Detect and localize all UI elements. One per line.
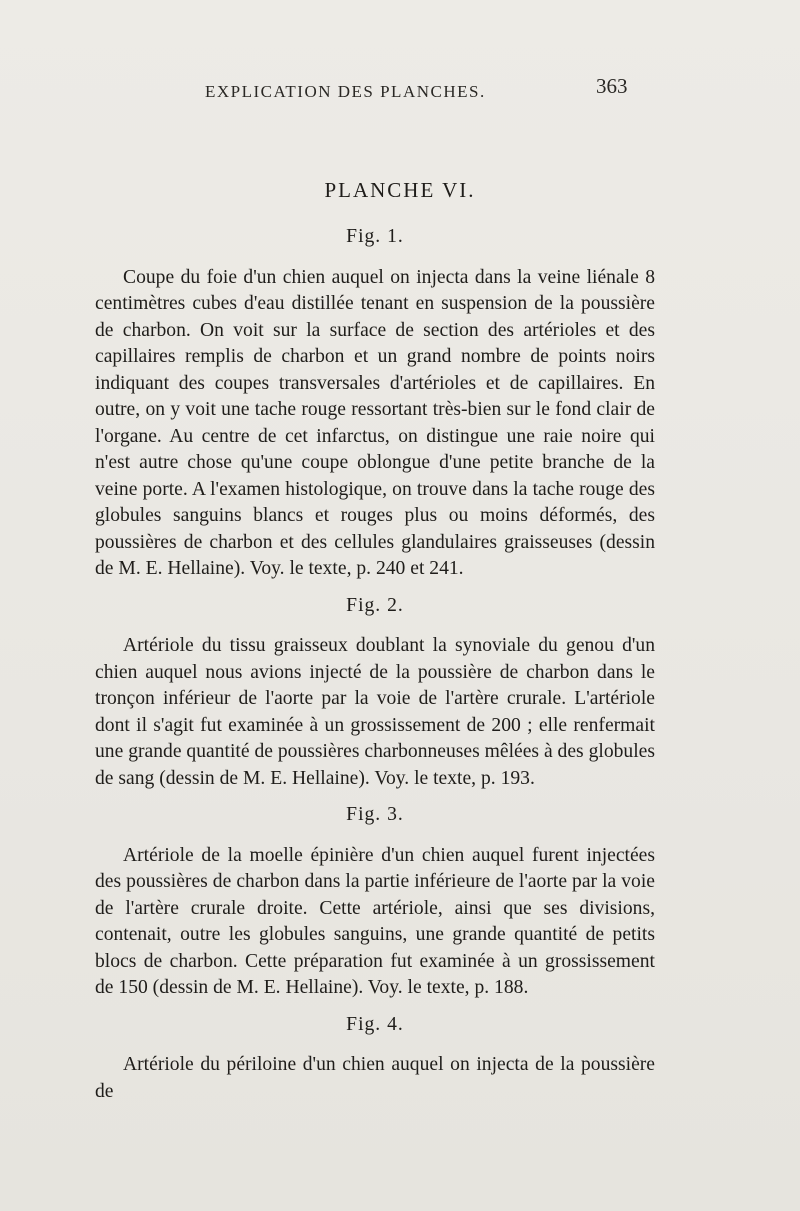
figure-descriptions [95, 214, 655, 1113]
running-head: EXPLICATION DES PLANCHES. [205, 82, 486, 101]
figure-4-text: Artériole du périloine d'un chien auquel on injecta de la poussière de [95, 1054, 655, 1102]
figure-2-label: Fig. 2. [346, 594, 404, 616]
figure-2-text: Artériole du tissu graisseux doublant la synoviale du genou d'un chien auquel nous avions injecté de la poussière de charbon dans le tronçon inférieur de l'aorte par la voie de l'artère crurale. L'artériole dont il s'agit fut examinée à un grossissement de 200 ; elle renfermait une grande quantité de poussières charbonneuses mêlées à des globules de sang (dessin de M. E. Hellaine). Voy. le texte, p. 193. [95, 635, 655, 789]
plate-title: PLANCHE VI. [324, 178, 476, 202]
page-number: 363 [596, 74, 628, 98]
figure-3-text: Artériole de la moelle épinière d'un chien auquel furent injectées des poussières de charbon dans la partie inférieure de l'aorte par la voie de l'artère crurale droite. Cette artériole, ainsi que ses divisions, contenait, outre les globules sanguins, une grande quantité de petits blocs de charbon. Cette préparation fut examinée à un grossissement de 150 (dessin de M. E. Hellaine). Voy. le texte, p. 188. [95, 844, 655, 998]
figure-1-text: Coupe du foie d'un chien auquel on injecta dans la veine liénale 8 centimètres cubes d'eau distillée tenant en suspension de la poussière de charbon. On voit sur la surface de section des artérioles et des capillaires remplis de charbon et un grand nombre de points noirs indiquant des coupes transversales d'artérioles et de capillaires. En outre, on y voit une tache rouge ressortant très-bien sur le fond clair de l'organe. Au centre de cet infarctus, on distingue une raie noire qui n'est autre chose qu'une coupe oblongue d'une petite branche de la veine porte. A l'examen histologique, on trouve dans la tache rouge des globules sanguins blancs et rouges plus ou moins déformés, des poussières de charbon et des cellules glandulaires graisseuses (dessin de M. E. Hellaine). Voy. le texte, p. 240 et 241. [95, 266, 655, 579]
figure-3-label: Fig. 3. [346, 804, 404, 825]
figure-4-label: Fig. 4. [346, 1013, 404, 1035]
figure-1-label: Fig. 1. [346, 226, 404, 247]
